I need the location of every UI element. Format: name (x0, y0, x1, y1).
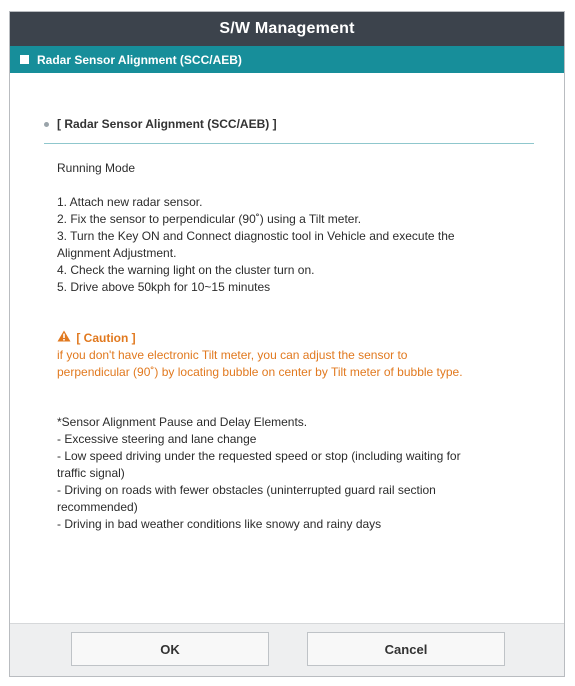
sw-management-dialog (9, 11, 565, 677)
caution-block (57, 330, 537, 381)
dialog-footer (10, 623, 564, 676)
heading-divider (44, 143, 534, 144)
note-line: - Low speed driving under the requested speed or stop (including waiting for (57, 449, 461, 463)
square-bullet-icon (20, 55, 29, 64)
step-line: 1. Attach new radar sensor. (57, 195, 203, 209)
dot-bullet-icon (44, 122, 49, 127)
note-line: recommended) (57, 500, 138, 514)
content-heading: [ Radar Sensor Alignment (SCC/AEB) ] (57, 117, 277, 131)
section-title: Radar Sensor Alignment (SCC/AEB) (37, 52, 242, 67)
notes-list (57, 414, 537, 533)
step-line: 5. Drive above 50kph for 10~15 minutes (57, 280, 271, 294)
caution-title: [ Caution ] (76, 331, 136, 345)
section-header (10, 46, 564, 73)
ok-button[interactable]: OK (71, 632, 269, 666)
step-line: 3. Turn the Key ON and Connect diagnostic tool in Vehicle and execute the (57, 229, 455, 243)
step-line: 2. Fix the sensor to perpendicular (90˚) using a Tilt meter. (57, 212, 362, 226)
note-line: traffic signal) (57, 466, 125, 480)
running-mode-label (57, 160, 537, 177)
running-mode-text: Running Mode (57, 161, 136, 175)
content-heading-row (44, 117, 277, 131)
caution-title-row (57, 330, 537, 347)
note-line: - Driving on roads with fewer obstacles (uninterrupted guard rail section (57, 483, 436, 497)
step-line: 4. Check the warning light on the cluster turn on. (57, 263, 315, 277)
steps-list (57, 194, 537, 296)
note-line: - Driving in bad weather conditions like snowy and rainy days (57, 517, 382, 531)
warning-triangle-icon (57, 330, 71, 342)
dialog-title: S/W Management (10, 12, 564, 46)
caution-line: perpendicular (90˚) by locating bubble on center by Tilt meter of bubble type. (57, 365, 463, 379)
cancel-button[interactable]: Cancel (307, 632, 505, 666)
content-panel (10, 73, 564, 628)
note-line: - Excessive steering and lane change (57, 432, 257, 446)
note-line: *Sensor Alignment Pause and Delay Elements. (57, 415, 308, 429)
step-line: Alignment Adjustment. (57, 246, 177, 260)
caution-line: if you don't have electronic Tilt meter, you can adjust the sensor to (57, 348, 408, 362)
